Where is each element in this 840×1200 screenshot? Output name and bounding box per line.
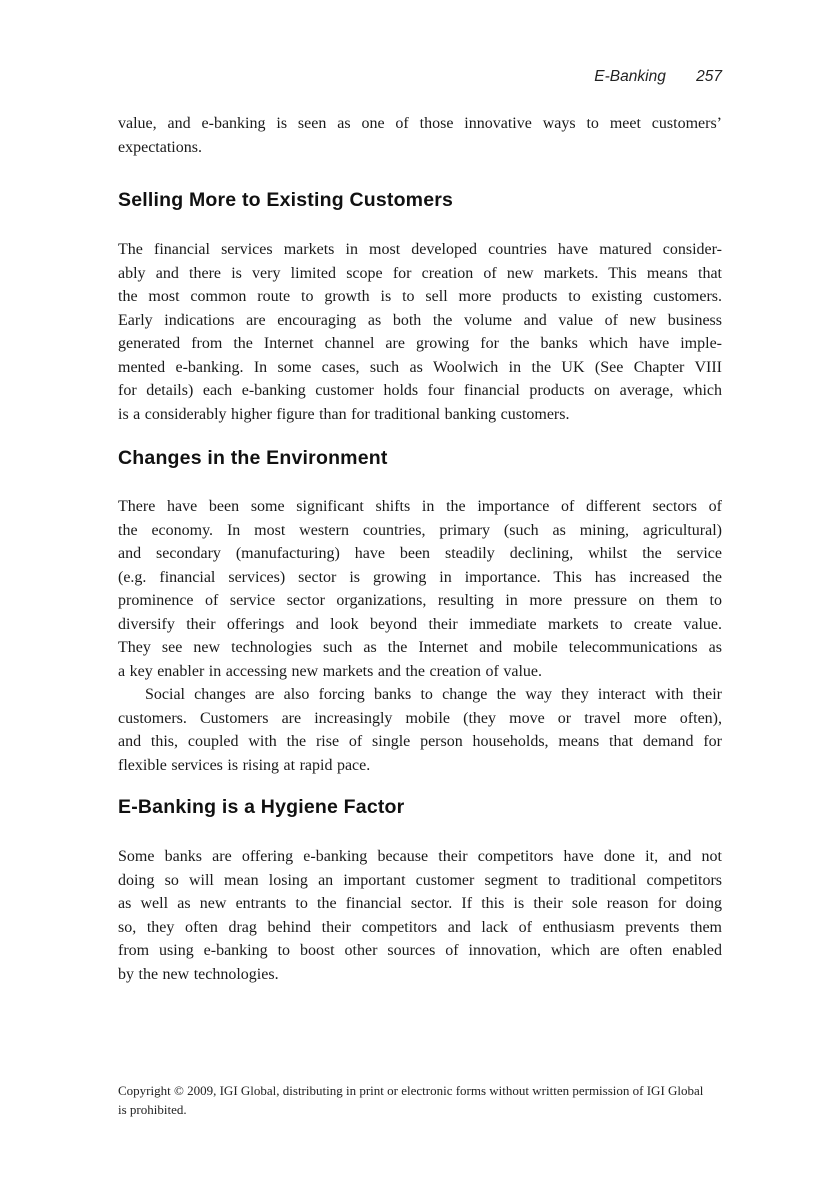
text-line: Social changes are also forcing banks to change the way they interact with their	[145, 686, 722, 703]
text-line: diversify their offerings and look beyond their immediate markets to create value.	[118, 615, 722, 633]
text-line: ably and there is very limited scope for creation of new markets. This means that	[118, 264, 722, 282]
text-line: is a considerably higher figure than for traditional banking customers.	[118, 405, 570, 423]
text-line: the most common route to growth is to sell more products to existing customers.	[118, 288, 722, 305]
text-line: by the new technologies.	[118, 965, 279, 983]
text-line: the economy. In most western countries, primary (such as mining, agricultural)	[118, 521, 722, 539]
text-line: Early indications are encouraging as both the volume and value of new business	[118, 311, 722, 329]
copyright-notice	[118, 1081, 722, 1119]
text-line: The financial services markets in most developed countries have matured consider-	[118, 241, 722, 258]
text-line: (e.g. financial services) sector is growing in importance. This has increased the	[118, 568, 722, 586]
running-header	[118, 0, 722, 86]
paragraph-social-changes	[118, 683, 722, 777]
text-line: is prohibited.	[118, 1102, 187, 1117]
paragraph-changes-environment	[118, 495, 722, 683]
text-line: for details) each e-banking customer holds four financial products on average, which	[118, 382, 722, 399]
text-line: so, they often drag behind their competitors and lack of enthusiasm prevents them	[118, 918, 722, 936]
paragraph-selling-more	[118, 238, 722, 426]
paragraph-hygiene-factor	[118, 845, 722, 986]
text-line: flexible services is rising at rapid pace.	[118, 756, 371, 774]
section-heading-hygiene-factor: E-Banking is a Hygiene Factor	[118, 796, 405, 818]
running-header-title: E-Banking	[594, 68, 666, 85]
text-line: customers. Customers are increasingly mobile (they move or travel more often),	[118, 709, 722, 727]
text-line: They see new technologies such as the Internet and mobile telecommunications as	[118, 639, 722, 656]
text-line: doing so will mean losing an important customer segment to traditional competitors	[118, 871, 722, 889]
text-line: generated from the Internet channel are growing for the banks which have imple-	[118, 335, 722, 352]
text-line: a key enabler in accessing new markets and the creation of value.	[118, 662, 542, 680]
text-line: There have been some significant shifts in the importance of different sectors of	[118, 498, 722, 515]
text-line: Copyright © 2009, IGI Global, distributing in print or electronic forms without written permission of IGI Global	[118, 1083, 704, 1098]
section-heading-changes-environment: Changes in the Environment	[118, 447, 388, 469]
paragraph-intro	[118, 112, 722, 159]
text-line: prominence of service sector organizations, resulting in more pressure on them to	[118, 592, 722, 609]
text-line: mented e-banking. In some cases, such as Woolwich in the UK (See Chapter VIII	[118, 358, 722, 376]
text-line: value, and e-banking is seen as one of those innovative ways to meet customers’	[118, 115, 722, 132]
text-line: expectations.	[118, 138, 202, 156]
page-number: 257	[696, 68, 722, 85]
text-line: from using e-banking to boost other sources of innovation, which are often enabled	[118, 942, 722, 959]
text-line: as well as new entrants to the financial sector. If this is their sole reason for doing	[118, 895, 722, 912]
text-line: and secondary (manufacturing) have been steadily declining, whilst the service	[118, 545, 722, 562]
section-heading-selling-more: Selling More to Existing Customers	[118, 189, 454, 211]
text-line: Some banks are offering e-banking because their competitors have done it, and not	[118, 848, 722, 865]
text-line: and this, coupled with the rise of single person households, means that demand for	[118, 733, 722, 750]
